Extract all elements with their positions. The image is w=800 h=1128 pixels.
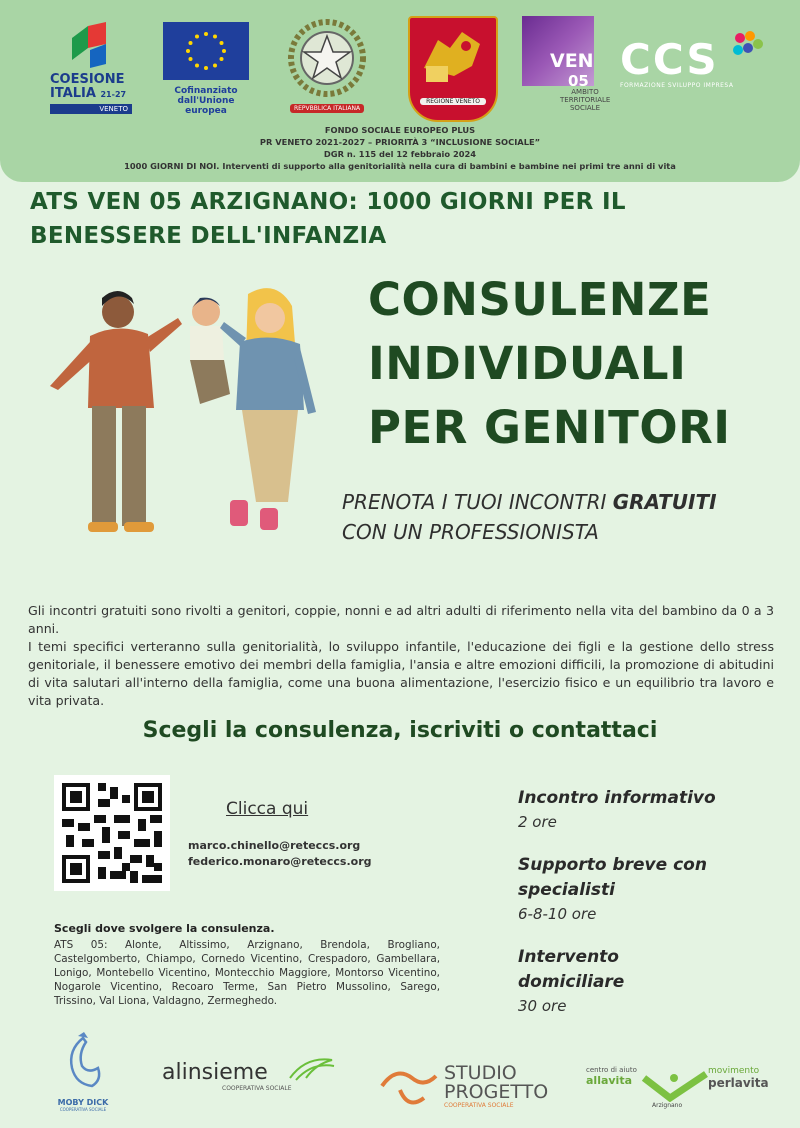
option-title: Intervento domiciliare (518, 947, 625, 992)
ccs-wordmark: CCS (620, 35, 719, 84)
subhead-bold: GRATUITI (612, 490, 717, 514)
qr-code[interactable] (54, 775, 170, 891)
repubblica-emblem (284, 18, 370, 116)
eu-line1: Cofinanziato (174, 86, 238, 96)
family-illustration (30, 282, 330, 552)
funding-line2: PR VENETO 2021-2027 – PRIORITÀ 3 “INCLUSIONE SOCIALE” (259, 137, 541, 147)
option-title: Supporto breve con specialisti (518, 855, 707, 900)
star-emblem-icon (284, 18, 370, 100)
studio-progetto-logo (378, 1062, 558, 1114)
coesione-years: 21-27 (100, 90, 127, 99)
email-link-1[interactable]: marco.chinello@reteccs.org (188, 839, 361, 852)
funding-info (0, 124, 800, 172)
option-item (518, 945, 788, 1017)
body-text (28, 602, 774, 710)
subhead-line2: CON UN PROFESSIONISTA (342, 520, 599, 544)
ven05-line3: SOCIALE (569, 104, 601, 112)
coesione-line1: COESIONE (50, 72, 125, 87)
ccs-tagline: FORMAZIONE SVILUPPO IMPRESA (620, 82, 734, 89)
headline-line3: PER GENITORI (368, 401, 731, 454)
option-title: Incontro informativo (518, 788, 716, 808)
eu-line2: dall'Unione europea (177, 96, 235, 116)
ven05-label: VEN (550, 50, 594, 72)
alinsieme-logo (162, 1060, 342, 1110)
subhead-prefix: PRENOTA I TUOI INCONTRI (342, 490, 613, 514)
cav-place: Arzignano (652, 1102, 683, 1109)
coesione-italia-logo (50, 18, 132, 114)
headline-line1: CONSULENZE (368, 273, 712, 326)
check-person-icon (640, 1070, 710, 1102)
studio-line2: PROGETTO (444, 1081, 549, 1103)
body-paragraph-1: Gli incontri gratuiti sono rivolti a genitori, coppie, nonni e ad altri adulti di riferimento nella vita del bambino da 0 a 3 anni. (28, 603, 774, 636)
moby-dick-logo (50, 1030, 116, 1120)
mpv-name: perlavita (708, 1076, 769, 1090)
ven05-line2: TERRITORIALE (560, 96, 611, 104)
mpv-top: movimento (708, 1066, 760, 1076)
option-item (518, 786, 788, 833)
eu-logo (158, 22, 254, 116)
title-line2: BENESSERE DELL'INFANZIA (30, 223, 387, 249)
headline-line2: INDIVIDUALI (368, 337, 687, 390)
where-title: Scegli dove svolgere la consulenza. (54, 922, 275, 935)
ven05-number: 05 (568, 72, 589, 90)
lion-icon (410, 18, 496, 94)
cav-top: centro di aiuto (586, 1066, 637, 1074)
body-paragraph-2: I temi specifici verteranno sulla genitorialità, lo sviluppo infantile, l'educazione dei figli e la gestione dello stress genitoriale, il benessere emotivo dei membri della famiglia, l'ansia e altre emozioni difficili, la promozione di abitudini di vita salutari all'interno della famiglia, come una buona alimentazione, l'esercizio fisico e un equilibrio tra lavoro e vita privata. (28, 639, 774, 708)
option-hours: 30 ore (518, 997, 567, 1015)
cav-mpv-logo (586, 1064, 786, 1114)
option-hours: 6-8-10 ore (518, 905, 597, 923)
moby-dick-name: MOBY DICK (57, 1098, 109, 1107)
regione-label: REGIONE VENETO (420, 98, 486, 105)
repubblica-label: REPVBBLICA ITALIANA (290, 104, 364, 113)
option-item (518, 853, 788, 925)
ven05-logo (522, 16, 611, 120)
page-title (30, 185, 690, 253)
regione-veneto-logo (408, 16, 498, 122)
click-here-link[interactable]: Clicca qui (226, 799, 309, 819)
funding-line3: DGR n. 115 del 12 febbraio 2024 (323, 149, 477, 159)
option-hours: 2 ore (518, 813, 557, 831)
moby-dick-sub: COOPERATIVA SOCIALE (59, 1107, 107, 1112)
coesione-icon (50, 18, 132, 70)
studio-sub: COOPERATIVA SOCIALE (444, 1102, 514, 1109)
call-to-action: Scegli la consulenza, iscriviti o contattaci (142, 718, 658, 743)
subheadline (342, 487, 717, 547)
qr-code-icon (54, 775, 170, 891)
coesione-line2: ITALIA (50, 86, 96, 101)
contact-emails (188, 838, 372, 870)
studio-line1: STUDIO (444, 1062, 517, 1084)
email-link-2[interactable]: federico.monaro@reteccs.org (188, 855, 372, 868)
cav-name: allavita (586, 1074, 633, 1087)
hex-cluster-icon (730, 30, 766, 62)
main-headline (368, 268, 730, 460)
funding-line1: FONDO SOCIALE EUROPEO PLUS (324, 125, 476, 135)
funding-line4: 1000 GIORNI DI NOI. Interventi di supporto alla genitorialità nella cura di bambini e bambine nei primi tre anni di vita (124, 161, 676, 171)
alinsieme-sub: COOPERATIVA SOCIALE (222, 1085, 292, 1092)
consultation-options (518, 786, 788, 1037)
where-municipalities: ATS 05: Alonte, Altissimo, Arzignano, Brendola, Brogliano, Castelgomberto, Chiampo, Cornedo Vicentino, Crespadoro, Gambellara, Lonigo, Montebello Vicentino, Montecchio Maggiore, Montorso Vicentino, Nogarole Vicentino, Recoaro Terme, San Pietro Mussolino, Sarego, Trissino, Val Liona, Valdagno, Zermeghedo. (54, 939, 440, 1007)
alinsieme-name: alinsieme (162, 1060, 268, 1085)
studio-progetto-icon (378, 1062, 440, 1112)
title-line1: ATS VEN 05 ARZIGNANO: 1000 GIORNI PER IL (30, 189, 626, 215)
header-banner (0, 0, 800, 182)
whale-tail-icon (58, 1030, 108, 1094)
ven05-line1: AMBITO (571, 88, 599, 96)
eu-flag-icon (163, 22, 249, 80)
ccs-logo (620, 35, 770, 98)
leaf-swirl-icon (286, 1054, 336, 1084)
coesione-region: VENETO (50, 104, 132, 114)
